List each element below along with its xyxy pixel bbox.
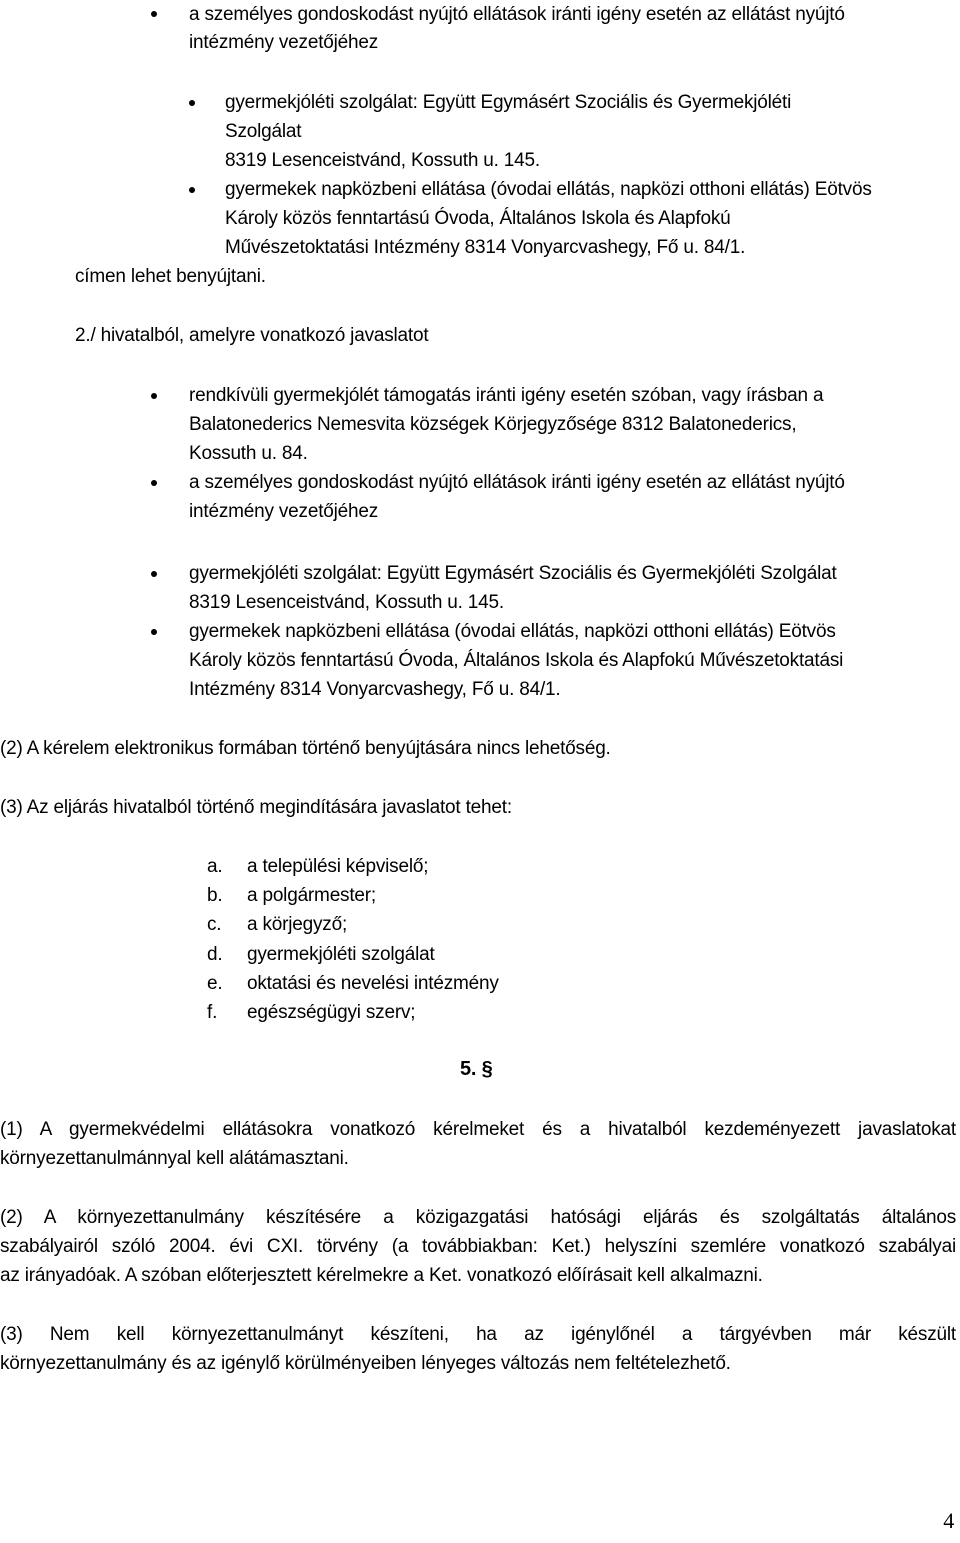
list-item-line: a személyes gondoskodást nyújtó ellátások iránti igény esetén az ellátást nyújtó xyxy=(189,4,845,25)
list-letter: d. xyxy=(207,944,223,965)
bullet xyxy=(151,571,157,577)
list-item-line: gyermekjóléti szolgálat: Együtt Egymásért Szociális és Gyermekjóléti xyxy=(225,92,792,113)
list-item-text: a települési képviselő; xyxy=(247,856,429,877)
list-item-text: gyermekjóléti szolgálat xyxy=(247,944,435,965)
section5-paragraph-1-line: környezettanulmánnyal kell alátámasztani. xyxy=(0,1148,349,1169)
page-number: 4 xyxy=(943,1508,954,1533)
section5-paragraph-2-line: az irányadóak. A szóban előterjesztett kérelmekre a Ket. vonatkozó előírásait kell alkalmazni. xyxy=(0,1265,763,1286)
section5-paragraph-1-line: (1) A gyermekvédelmi ellátásokra vonatkozó kérelmeket és a hivatalból kezdeményezett javaslatokat xyxy=(0,1119,956,1140)
list-item-text: a körjegyző; xyxy=(247,914,348,935)
list-item-line: gyermekek napközbeni ellátása (óvodai ellátás, napközi otthoni ellátás) Eötvös xyxy=(189,621,836,642)
list-item-line: Kossuth u. 84. xyxy=(189,443,308,464)
list-item-line: Intézmény 8314 Vonyarcvashegy, Fő u. 84/1. xyxy=(189,679,561,700)
list-item-line: Károly közös fenntartású Óvoda, Általános Iskola és Alapfokú xyxy=(225,208,731,229)
bullet xyxy=(189,100,195,106)
list-item-text: egészségügyi szerv; xyxy=(247,1002,416,1023)
section-heading: 2./ hivatalból, amelyre vonatkozó javaslatot xyxy=(75,325,429,346)
list-item-line: intézmény vezetőjéhez xyxy=(189,32,379,53)
bullet xyxy=(151,393,157,399)
list-item-line: Szolgálat xyxy=(225,121,302,142)
bullet xyxy=(151,629,157,635)
closing-text: címen lehet benyújtani. xyxy=(75,266,266,287)
section5-paragraph-2-line: szabályairól szóló 2004. évi CXI. törvény (a továbbiakban: Ket.) helyszíni szemlére vonatkozó szabályai xyxy=(0,1236,956,1257)
list-item-line: Művészetoktatási Intézmény 8314 Vonyarcvashegy, Fő u. 84/1. xyxy=(225,237,746,258)
list-item-line: rendkívüli gyermekjólét támogatás iránti igény esetén szóban, vagy írásban a xyxy=(189,385,824,406)
list-letter: c. xyxy=(207,914,222,935)
paragraph-2: (2) A kérelem elektronikus formában történő benyújtására nincs lehetőség. xyxy=(0,738,611,759)
bullet xyxy=(189,187,195,193)
section5-paragraph-3-line: (3) Nem kell környezettanulmányt készíteni, ha az igénylőnél a tárgyévben már készült xyxy=(0,1324,956,1345)
list-item-line: a személyes gondoskodást nyújtó ellátások iránti igény esetén az ellátást nyújtó xyxy=(189,472,845,493)
section-heading-5 xyxy=(460,1058,493,1081)
section5-paragraph-2-line: (2) A környezettanulmány készítésére a közigazgatási hatósági eljárás és szolgáltatás általános xyxy=(0,1207,956,1228)
paragraph-3: (3) Az eljárás hivatalból történő megindítására javaslatot tehet: xyxy=(0,797,512,818)
bullet xyxy=(151,480,157,486)
list-letter: f. xyxy=(207,1002,218,1023)
list-item-line: gyermekjóléti szolgálat: Együtt Egymásért Szociális és Gyermekjóléti Szolgálat xyxy=(189,563,837,584)
list-item-line: Károly közös fenntartású Óvoda, Általános Iskola és Alapfokú Művészetoktatási xyxy=(189,650,844,671)
list-item-line: 8319 Lesenceistvánd, Kossuth u. 145. xyxy=(225,150,540,171)
list-item-line: gyermekek napközbeni ellátása (óvodai ellátás, napközi otthoni ellátás) Eötvös xyxy=(225,179,872,200)
list-item-text: oktatási és nevelési intézmény xyxy=(247,973,499,994)
list-letter: a. xyxy=(207,856,223,877)
list-item-line: intézmény vezetőjéhez xyxy=(189,501,379,522)
bullet xyxy=(151,11,157,17)
list-letter: b. xyxy=(207,885,223,906)
list-letter: e. xyxy=(207,973,223,994)
section-sign: § xyxy=(481,1058,493,1080)
list-item-line: Balatonederics Nemesvita községek Körjegyzősége 8312 Balatonederics, xyxy=(189,414,797,435)
section-number: 5. xyxy=(460,1058,477,1080)
list-item-line: 8319 Lesenceistvánd, Kossuth u. 145. xyxy=(189,592,504,613)
list-item-text: a polgármester; xyxy=(247,885,377,906)
section5-paragraph-3-line: környezettanulmány és az igénylő körülményeiben lényeges változás nem feltételezhető. xyxy=(0,1353,731,1374)
